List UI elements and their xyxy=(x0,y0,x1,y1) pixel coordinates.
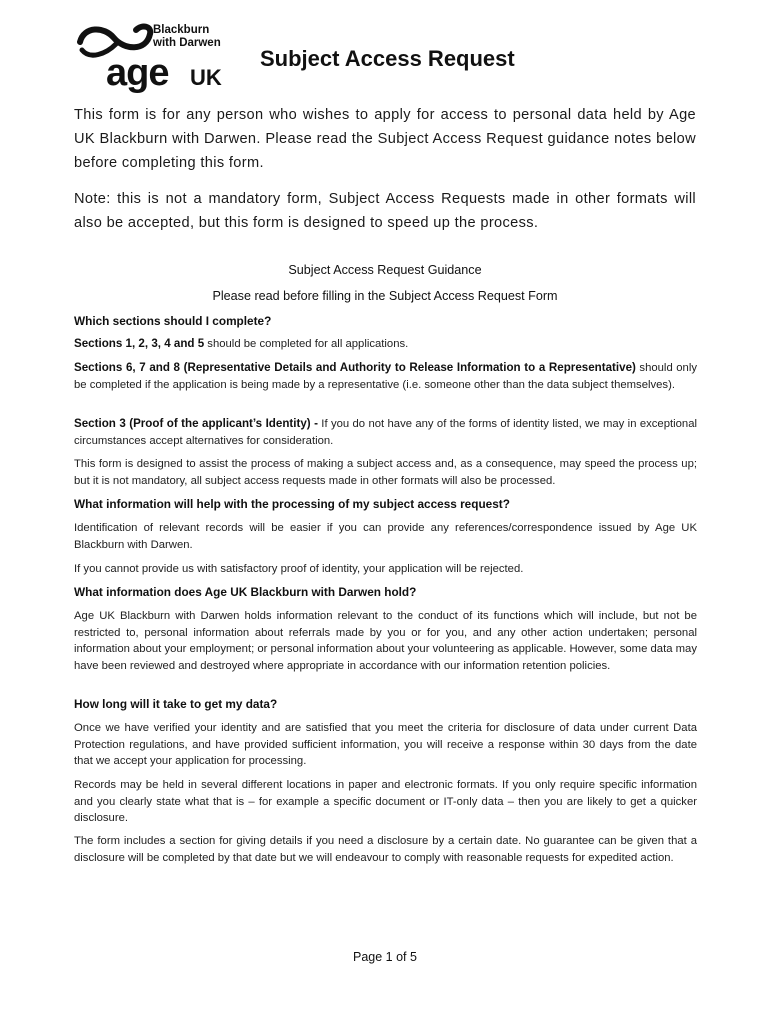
form-assist-paragraph: This form is designed to assist the process of making a subject access and, as a consequence, may speed the process up; but it is not mandatory, all subject access requests made in other formats will also be processed. xyxy=(74,458,697,487)
section-3-label: Section 3 (Proof of the applicant’s Identity) - xyxy=(74,417,318,430)
identification-paragraph: Identification of relevant records will be easier if you can provide any references/correspondence issued by Age UK Blackburn with Darwen. xyxy=(74,522,697,551)
records-paragraph: Records may be held in several different locations in paper and electronic formats. If you only require specific information and you clearly state what that is – for example a specific document or IT-only data – then you are likely to get a quicker disclosure. xyxy=(74,779,697,824)
sections-1-5-text: should be completed for all applications. xyxy=(204,338,409,350)
question-held-data-heading: What information does Age UK Blackburn with Darwen hold? xyxy=(74,585,417,599)
section-3-paragraph xyxy=(74,416,697,449)
logo-org-line2: with Darwen xyxy=(153,37,221,49)
expedite-paragraph: The form includes a section for giving details if you need a disclosure by a certain date. No guarantee can be given that a disclosure will be completed by that date but we will endeavour to comply with reasonable requests for expedited action. xyxy=(74,835,697,864)
sections-6-8-paragraph xyxy=(74,360,697,393)
holdings-paragraph: Age UK Blackburn with Darwen holds information relevant to the conduct of its functions which will include, but not be restricted to, personal information about referrals made by you or for you, and any other action undertaken; personal information about your employment; or personal information about your volunteering as applicable. However, some data may have been reviewed and destroyed where appropriate in accordance with our information retention policies. xyxy=(74,610,697,672)
sections-6-8-label: Sections 6, 7 and 8 (Representative Details and Authority to Release Information to a Representative) xyxy=(74,361,636,374)
logo-uk-text: UK xyxy=(190,65,222,90)
question-timing-heading: How long will it take to get my data? xyxy=(74,697,278,711)
sections-6-8-text: should only be completed if the application is being made by a representative (i.e. someone other than the data subject themselves). xyxy=(74,362,697,391)
page-title: Subject Access Request xyxy=(260,46,515,71)
rejection-paragraph: If you cannot provide us with satisfactory proof of identity, your application will be rejected. xyxy=(74,563,524,575)
verification-paragraph: Once we have verified your identity and are satisfied that you meet the criteria for disclosure of data under current Data Protection regulations, and have provided sufficient information, you will receive a response within 30 days from the date that we accept your application for processing. xyxy=(74,722,697,767)
intro-paragraph: This form is for any person who wishes to apply for access to personal data held by Age UK Blackburn with Darwen. Please read the Subject Access Request guidance notes below before completing this form. xyxy=(74,107,696,171)
sections-1-5-label: Sections 1, 2, 3, 4 and 5 xyxy=(74,337,205,350)
guidance-title: Subject Access Request Guidance xyxy=(288,263,482,277)
note-paragraph: Note: this is not a mandatory form, Subject Access Requests made in other formats will also be accepted, but this form is designed to speed up the process. xyxy=(74,191,696,231)
logo-org-name xyxy=(153,24,221,50)
question-sections-heading: Which sections should I complete? xyxy=(74,314,272,328)
sections-1-5-paragraph xyxy=(74,336,697,353)
question-information-heading: What information will help with the processing of my subject access request? xyxy=(74,497,510,511)
logo-age-text: age xyxy=(106,52,169,94)
age-uk-logo xyxy=(76,20,226,92)
guidance-subtitle: Please read before filling in the Subject Access Request Form xyxy=(212,289,558,303)
logo-org-line1: Blackburn xyxy=(153,24,210,36)
page-number: Page 1 of 5 xyxy=(353,950,417,964)
section-3-text: If you do not have any of the forms of identity listed, we may in exceptional circumstances accept alternatives for consideration. xyxy=(74,418,697,447)
